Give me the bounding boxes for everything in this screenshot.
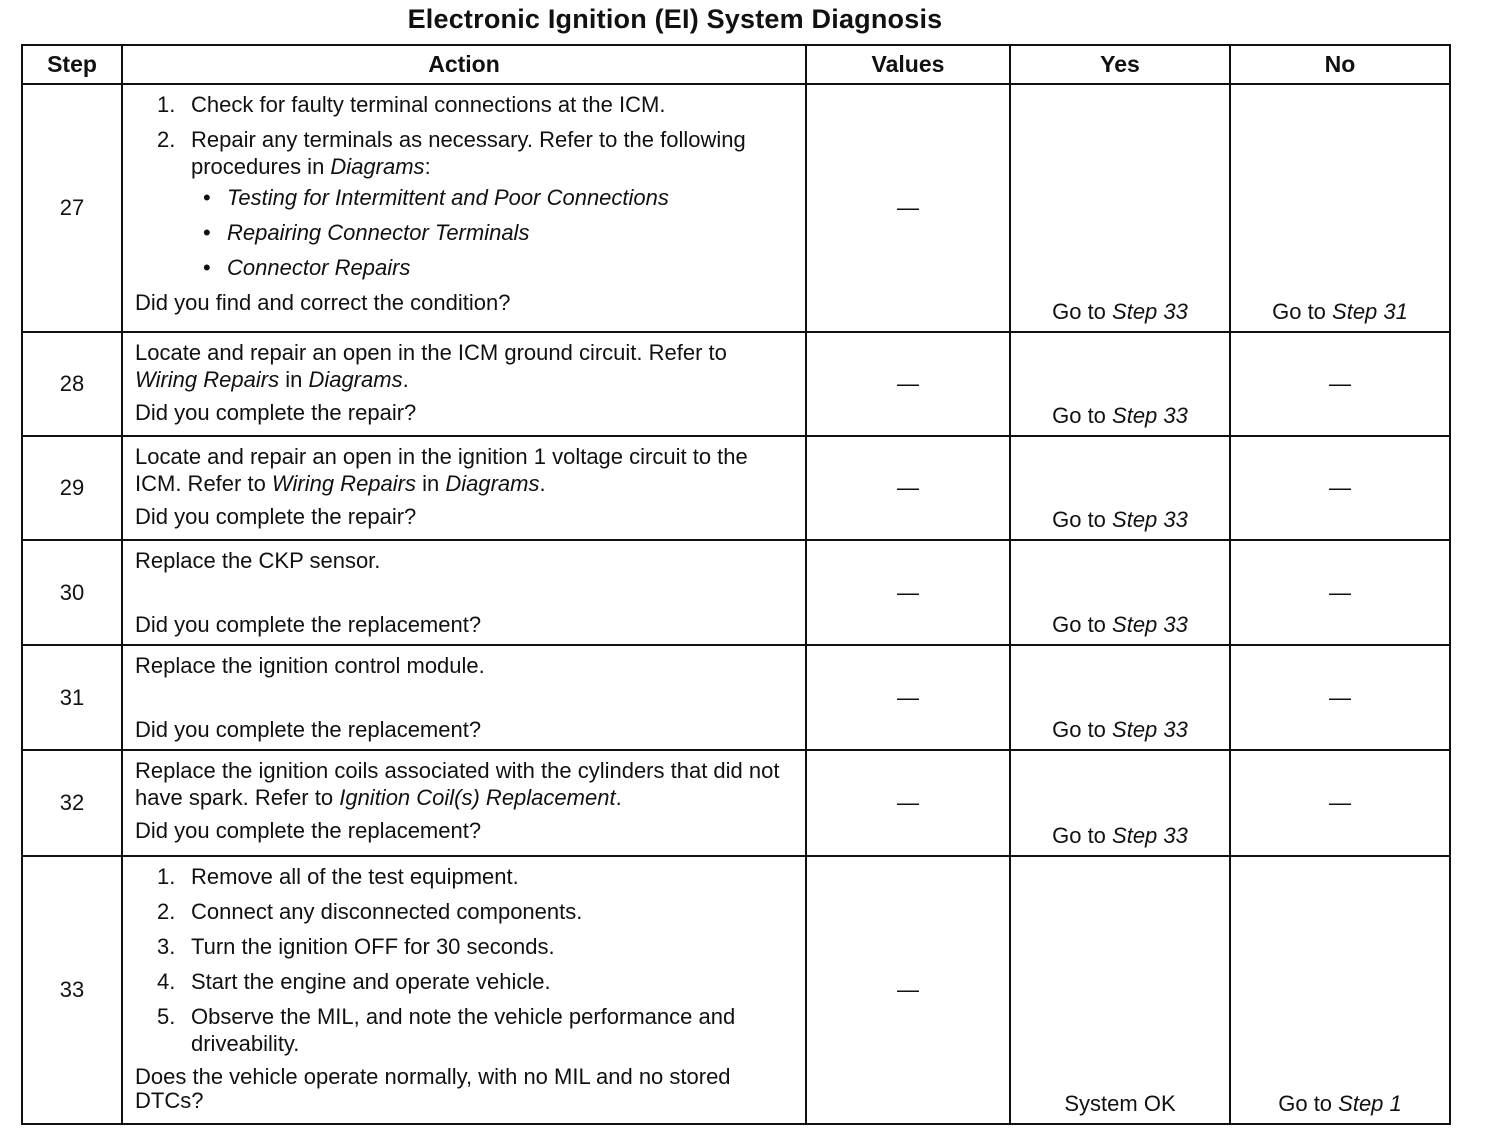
table-row xyxy=(22,540,1450,645)
question-text: Did you complete the replacement? xyxy=(135,818,482,843)
no-cell: — xyxy=(1230,750,1450,856)
table-row xyxy=(22,750,1450,856)
list-item: 2. Repair any terminals as necessary. Refer to the following procedures in Diagrams: • Testing for Intermittent and Poor Connections • Repairing Connector Terminals • Connector Repairs xyxy=(135,126,795,281)
value-cell: — xyxy=(806,436,1010,540)
action-cell: Replace the ignition control module. Did you complete the replacement? xyxy=(122,645,806,750)
no-cell: — xyxy=(1230,436,1450,540)
table-row xyxy=(22,332,1450,436)
question-text: Did you complete the replacement? xyxy=(135,717,482,742)
yes-cell: Go to Step 33 xyxy=(1010,645,1230,750)
list-item: 4. Start the engine and operate vehicle. xyxy=(157,969,551,994)
no-cell: — xyxy=(1230,540,1450,645)
yes-cell: Go to Step 33 xyxy=(1010,540,1230,645)
table-row xyxy=(22,84,1450,332)
no-cell: — xyxy=(1230,645,1450,750)
action-cell xyxy=(122,856,806,1124)
list-item: 5. Observe the MIL, and note the vehicle performance and driveability. xyxy=(157,1004,736,1056)
action-cell: Locate and repair an open in the ignition 1 voltage circuit to the ICM. Refer to Wiring Repairs in Diagrams. Did you complete the repair? xyxy=(122,436,806,540)
yes-cell: System OK xyxy=(1010,856,1230,1124)
list-item: 1. Check for faulty terminal connections at the ICM. xyxy=(157,92,666,117)
step-number: 31 xyxy=(22,645,122,750)
no-cell: Go to Step 1 xyxy=(1230,856,1450,1124)
list-item: 2. Connect any disconnected components. xyxy=(157,899,583,924)
step-number: 29 xyxy=(22,436,122,540)
list-item: 1. Remove all of the test equipment. xyxy=(157,864,519,889)
question-text: Did you complete the repair? xyxy=(135,504,417,529)
yes-cell: Go to Step 33 xyxy=(1010,436,1230,540)
table-row xyxy=(22,856,1450,1124)
bullet-item: • Repairing Connector Terminals xyxy=(191,219,795,246)
action-cell xyxy=(122,84,806,332)
action-cell: Locate and repair an open in the ICM ground circuit. Refer to Wiring Repairs in Diagrams. Did you complete the repair? xyxy=(122,332,806,436)
value-cell: — xyxy=(806,332,1010,436)
yes-cell: Go to Step 33 xyxy=(1010,750,1230,856)
yes-cell: Go to Step 33 xyxy=(1010,84,1230,332)
no-cell: Go to Step 31 xyxy=(1230,84,1450,332)
header-step: Step xyxy=(22,45,122,84)
step-number: 33 xyxy=(22,856,122,1124)
step-number: 27 xyxy=(22,84,122,332)
value-cell: — xyxy=(806,540,1010,645)
bullet-item: • Testing for Intermittent and Poor Connections xyxy=(191,184,795,211)
table-row xyxy=(22,436,1450,540)
header-no: No xyxy=(1230,45,1450,84)
question-text: Did you complete the repair? xyxy=(135,400,417,425)
action-cell: Replace the CKP sensor. Did you complete the replacement? xyxy=(122,540,806,645)
step-number: 30 xyxy=(22,540,122,645)
value-cell: — xyxy=(806,84,1010,332)
value-cell: — xyxy=(806,645,1010,750)
bullet-item: • Connector Repairs xyxy=(191,254,795,281)
list-item: 3. Turn the ignition OFF for 30 seconds. xyxy=(157,934,555,959)
action-cell: Replace the ignition coils associated with the cylinders that did not have spark. Refer to Ignition Coil(s) Replacement. Did you complete the replacement? xyxy=(122,750,806,856)
page-title: Electronic Ignition (EI) System Diagnosis xyxy=(407,4,943,34)
question-text: Did you complete the replacement? xyxy=(135,612,482,637)
yes-cell: Go to Step 33 xyxy=(1010,332,1230,436)
header-yes: Yes xyxy=(1010,45,1230,84)
value-cell: — xyxy=(806,750,1010,856)
header-values: Values xyxy=(806,45,1010,84)
step-number: 32 xyxy=(22,750,122,856)
table-row xyxy=(22,645,1450,750)
header-row xyxy=(22,45,1450,84)
question-text: Did you find and correct the condition? xyxy=(135,290,511,315)
question-text: Does the vehicle operate normally, with no MIL and no stored DTCs? xyxy=(135,1064,731,1113)
step-number: 28 xyxy=(22,332,122,436)
header-action: Action xyxy=(122,45,806,84)
no-cell: — xyxy=(1230,332,1450,436)
diagnosis-table xyxy=(21,44,1451,1125)
value-cell: — xyxy=(806,856,1010,1124)
